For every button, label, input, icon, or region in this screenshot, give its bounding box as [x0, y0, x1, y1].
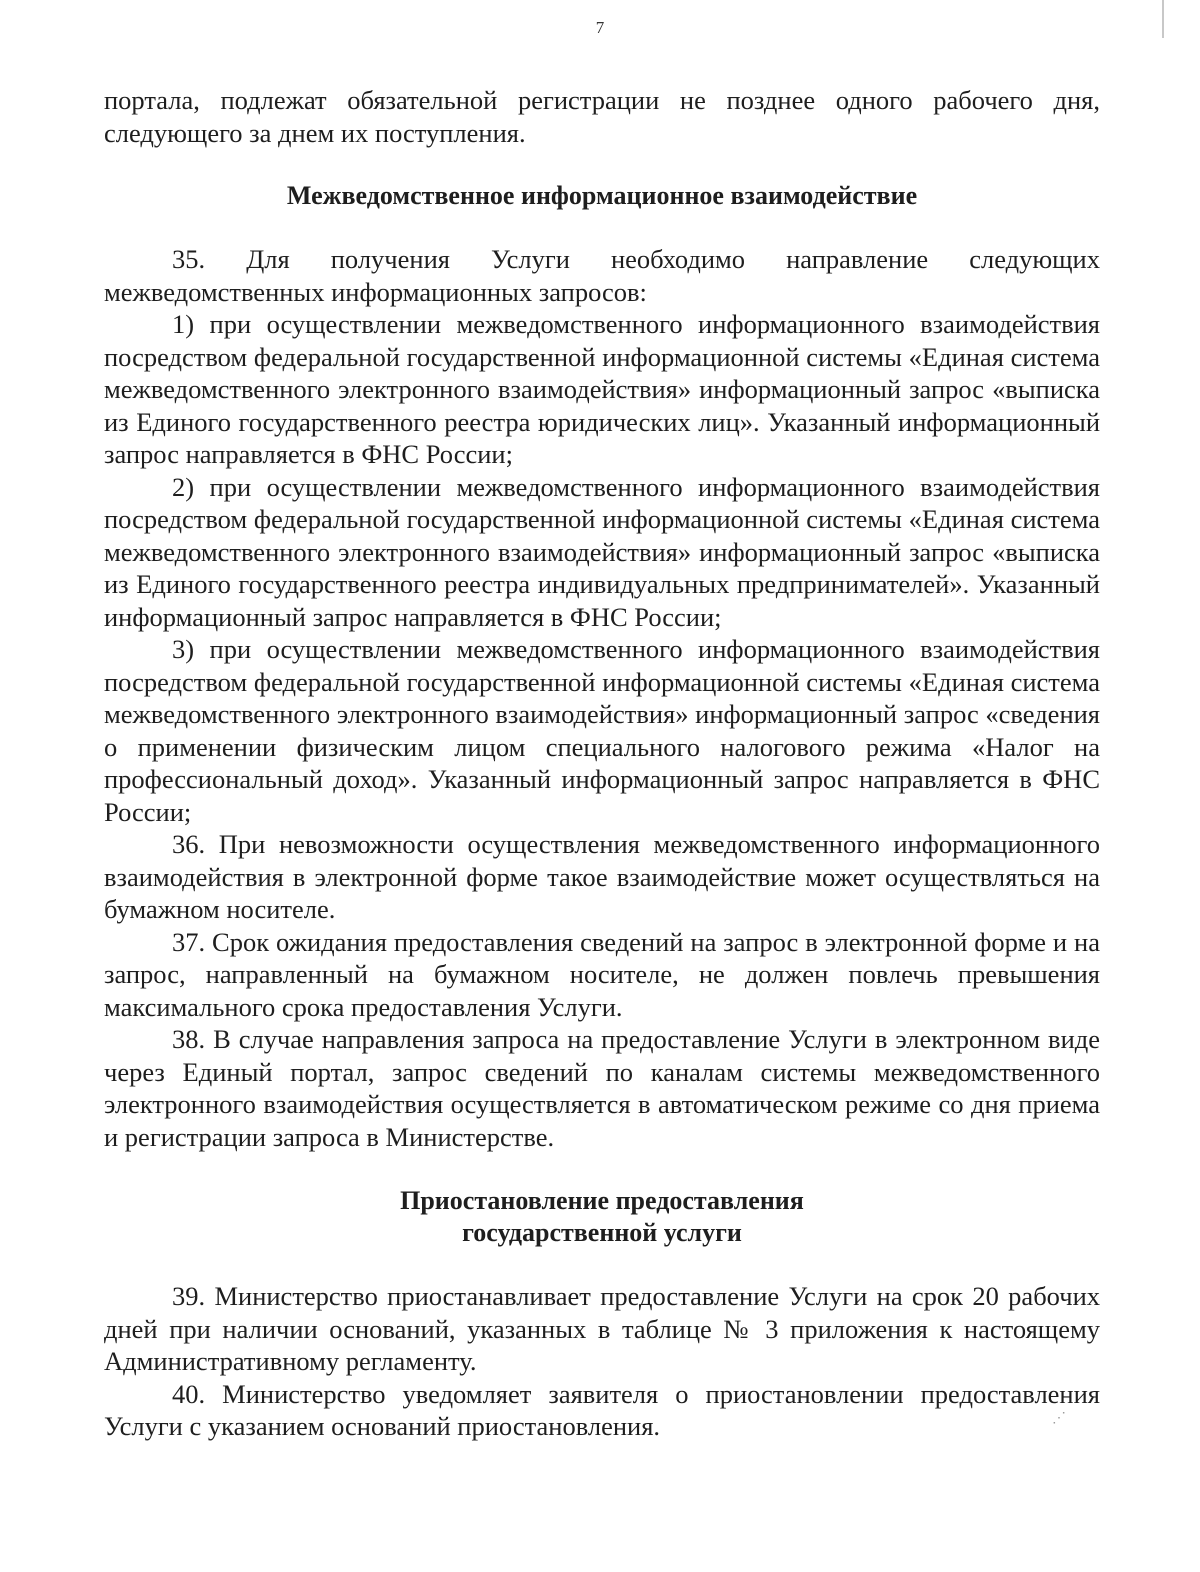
paragraph-35-item-3: 3) при осуществлении межведомственного информационного взаимодействия посредством федеральной государственной информационной системы «Единая система межведомственного электронного взаимодействия» информационный запрос «сведения о применении физическим лицом специального налогового режима «Налог на профессиональный доход». Указанный информационный запрос направляется в ФНС России; — [104, 634, 1100, 827]
section-heading-interagency: Межведомственное информационное взаимодействие — [286, 181, 918, 210]
scan-artifact-icon: ⋰ — [1052, 1411, 1066, 1426]
paragraph-40: 40. Министерство уведомляет заявителя о приостановлении предоставления Услуги с указанием оснований приостановления. — [104, 1378, 1100, 1441]
paragraph-36: 36. При невозможности осуществления межведомственного информационного взаимодействия в электронной форме такое взаимодействие может осуществляться на бумажном носителе. — [104, 829, 1100, 924]
paragraph-continuation: портала, подлежат обязательной регистрации не позднее одного рабочего дня, следующего за днем их поступления. — [104, 85, 1100, 148]
section-heading-suspension-line-1: Приостановление предоставления — [400, 1186, 804, 1215]
paragraph-35: 35. Для получения Услуги необходимо направление следующих межведомственных информационных запросов: — [104, 244, 1100, 307]
page-number: 7 — [595, 18, 605, 37]
paragraph-35-item-2: 2) при осуществлении межведомственного информационного взаимодействия посредством федеральной государственной информационной системы «Единая система межведомственного электронного взаимодействия» информационный запрос «выписка из Единого государственного реестра индивидуальных предпринимателей». Указанный информационный запрос направляется в ФНС России; — [104, 471, 1100, 632]
paragraph-37: 37. Срок ожидания предоставления сведений на запрос в электронной форме и на запрос, направленный на бумажном носителе, не должен повлечь превышения максимального срока предоставления Услуги. — [104, 926, 1100, 1022]
paragraph-39: 39. Министерство приостанавливает предоставление Услуги на срок 20 рабочих дней при наличии оснований, указанных в таблице № 3 приложения к настоящему Административному регламенту. — [104, 1281, 1100, 1376]
document-body — [104, 84, 1100, 1443]
section-heading-suspension-line-2: государственной услуги — [462, 1218, 742, 1247]
paragraph-35-item-1: 1) при осуществлении межведомственного информационного взаимодействия посредством федеральной государственной информационной системы «Единая система межведомственного электронного взаимодействия» информационный запрос «выписка из Единого государственного реестра юридических лиц». Указанный информационный запрос направляется в ФНС России; — [104, 309, 1100, 469]
paragraph-38: 38. В случае направления запроса на предоставление Услуги в электронном виде через Единый портал, запрос сведений по каналам системы межведомственного электронного взаимодействия осуществляется в автоматическом режиме со дня приема и регистрации запроса в Министерстве. — [104, 1024, 1100, 1152]
section-heading-suspension — [104, 1185, 1100, 1249]
